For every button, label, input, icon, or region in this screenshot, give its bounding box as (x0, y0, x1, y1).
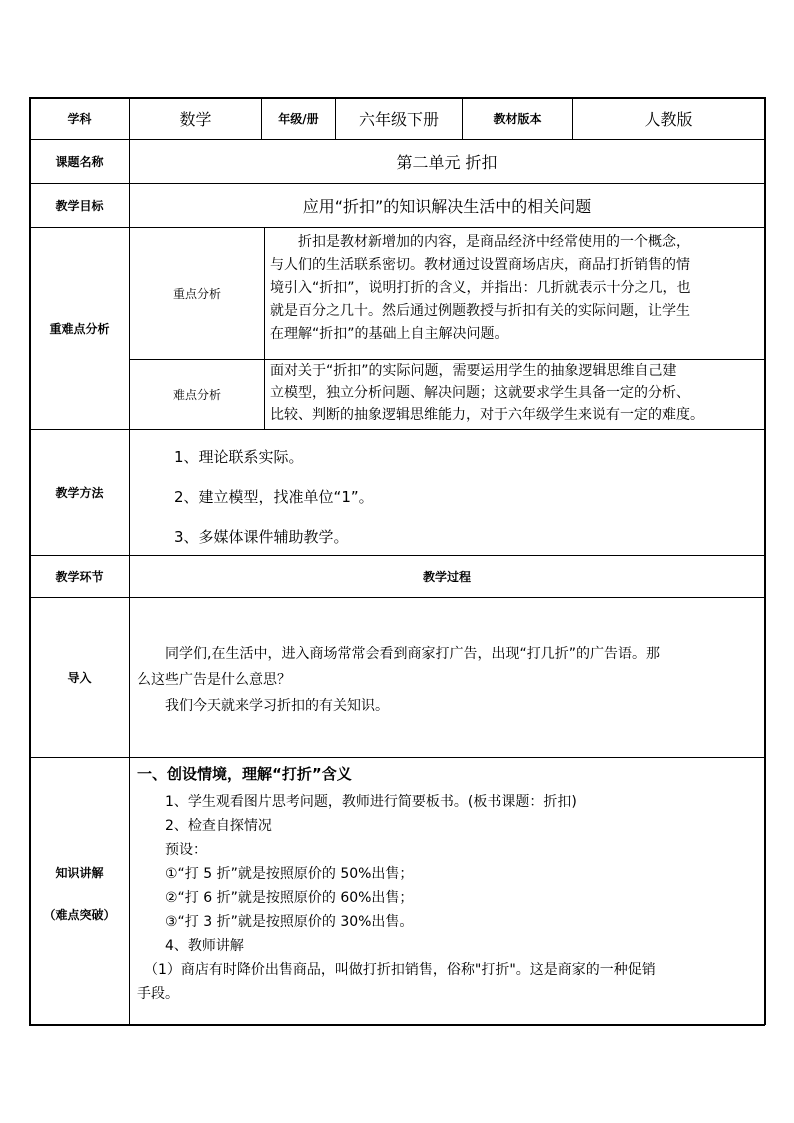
text-line: 在理解“折扣”的基础上自主解决问题。 (270, 326, 509, 342)
text-line: 预设： (137, 842, 207, 858)
row-divider (29, 429, 765, 430)
text-line: 境引入“折扣”，说明打折的含义，并指出：几折就表示十分之几，也 (270, 280, 691, 296)
table-border-bottom (29, 1024, 765, 1026)
text-line: 就是百分之几十。然后通过例题教授与折扣有关的实际问题，让学生 (270, 303, 690, 319)
key-analysis-text (270, 231, 764, 357)
text-line: 立模型，独立分析问题、解决问题；这就要求学生具备一定的分析、 (270, 385, 690, 401)
knowledge-label (30, 758, 129, 1024)
text-line: ②“打 6 折”就是按照原价的 60%出售； (137, 890, 414, 906)
process-header-value: 教学过程 (422, 570, 471, 584)
knowledge-heading: 一、创设情境，理解“打折”含义 (137, 765, 352, 783)
knowledge-text (137, 790, 762, 1022)
edition-value: 人教版 (644, 110, 693, 129)
methods-list (174, 437, 754, 549)
text-line: 4、教师讲解 (137, 938, 244, 954)
knowledge-title: 知识讲解 (55, 866, 104, 880)
text-line: （1）商店有时降价出售商品，叫做打折扣销售，俗称"打折"。这是商家的一种促销 (137, 962, 656, 978)
analysis-label: 重难点分析 (49, 322, 110, 336)
topic-value: 第二单元 折扣 (396, 153, 498, 172)
process-stage-label: 教学环节 (55, 570, 104, 584)
text-line: 手段。 (137, 986, 179, 1002)
methods-label: 教学方法 (55, 486, 104, 500)
row-divider (29, 597, 765, 598)
text-line: 2、检查自探情况 (137, 818, 272, 834)
subject-label: 学科 (67, 112, 92, 126)
text-line: ①“打 5 折”就是按照原价的 50%出售； (137, 866, 414, 882)
text-line: 面对关于“折扣”的实际问题，需要运用学生的抽象逻辑思维自己建 (270, 363, 677, 379)
list-item: 3、多媒体课件辅助教学。 (174, 528, 349, 546)
list-item: 1、理论联系实际。 (174, 448, 304, 466)
text-line: ③“打 3 折”就是按照原价的 30%出售。 (137, 914, 414, 930)
intro-label: 导入 (67, 671, 92, 685)
difficult-analysis-text (270, 360, 764, 428)
text-line: 么这些广告是什么意思？ (137, 672, 291, 688)
grade-label: 年级/册 (278, 112, 319, 126)
text-line: 我们今天就来学习折扣的有关知识。 (137, 698, 389, 714)
difficult-analysis-label: 难点分析 (172, 388, 221, 402)
grade-value: 六年级下册 (358, 110, 439, 129)
text-line: 1、学生观看图片思考问题，教师进行简要板书。(板书课题：折扣) (137, 794, 577, 810)
key-analysis-label: 重点分析 (172, 287, 221, 301)
row-divider (29, 757, 765, 758)
intro-text (137, 641, 762, 721)
topic-label: 课题名称 (55, 155, 104, 169)
table-border-right (764, 97, 766, 1025)
text-line: 比较、判断的抽象逻辑思维能力，对于六年级学生来说有一定的难度。 (270, 407, 704, 423)
subject-value: 数学 (179, 110, 212, 129)
goal-label: 教学目标 (55, 199, 104, 213)
list-item: 2、建立模型，找准单位“1”。 (174, 488, 374, 506)
edition-label: 教材版本 (493, 112, 542, 126)
text-line: 同学们,在生活中，进入商场常常会看到商家打广告，出现“打几折”的广告语。那 (137, 646, 660, 662)
text-line: 折扣是教材新增加的内容，是商品经济中经常使用的一个概念， (270, 234, 690, 250)
text-line: 与人们的生活联系密切。教材通过设置商场店庆，商品打折销售的情 (270, 257, 690, 273)
goal-value: 应用“折扣”的知识解决生活中的相关问题 (302, 197, 592, 216)
knowledge-subtitle: （难点突破） (43, 908, 116, 922)
col-divider (264, 227, 265, 429)
